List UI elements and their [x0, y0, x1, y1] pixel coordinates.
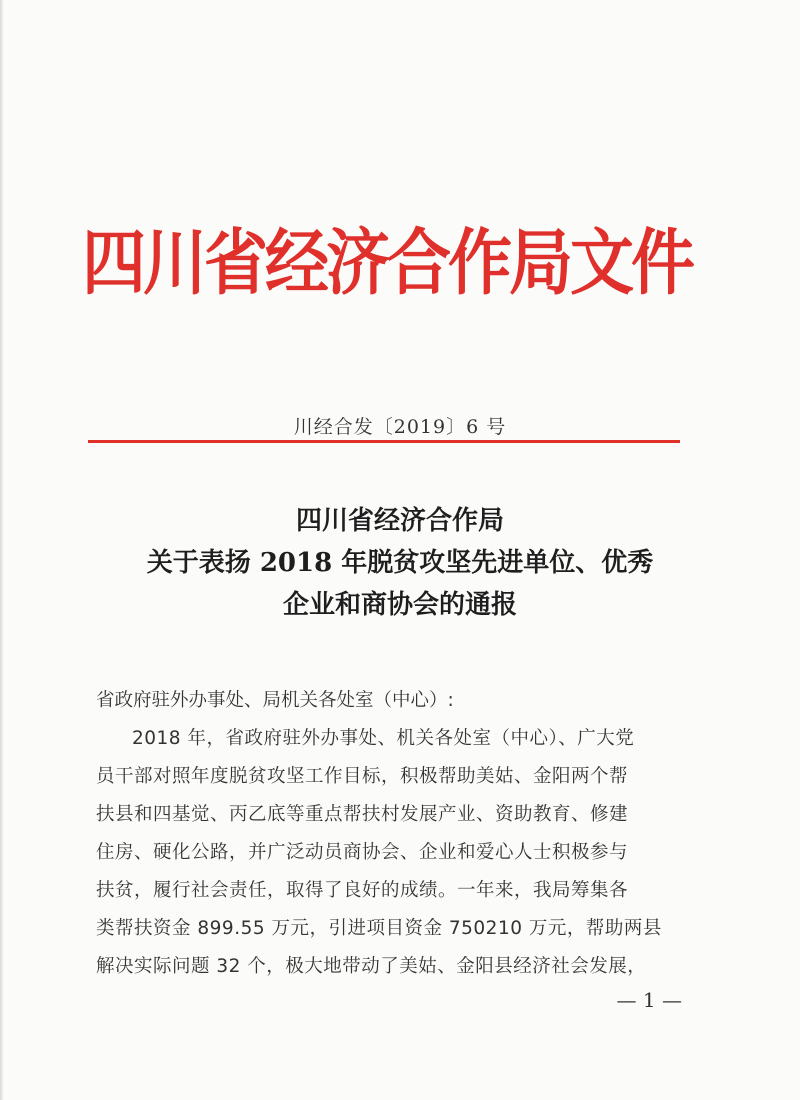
salutation: 省政府驻外办事处、局机关各处室（中心）: — [96, 690, 454, 711]
page-number: — 1 — — [616, 988, 682, 1012]
title-line-2: 关于表扬 2018 年脱贫攻坚先进单位、优秀 — [146, 548, 654, 578]
red-separator-line — [88, 440, 680, 443]
document-number: 川经合发〔2019〕6 号 — [293, 416, 507, 438]
body-line-7: 解决实际问题 32 个，极大地带动了美姑、金阳县经济社会发展， — [96, 956, 647, 977]
body-line-6: 类帮扶资金 899.55 万元，引进项目资金 750210 万元，帮助两县 — [96, 918, 662, 939]
title-line-3: 企业和商协会的通报 — [282, 590, 517, 620]
body-line-4: 住房、硬化公路，并广泛动员商协会、企业和爱心人士积极参与 — [96, 842, 629, 863]
body-line-2: 员干部对照年度脱贫攻坚工作目标，积极帮助美姑、金阳两个帮 — [96, 766, 629, 787]
document-title — [0, 500, 800, 626]
title-line-1: 四川省经济合作局 — [295, 506, 504, 536]
issuer-header: 四川省经济合作局文件 — [82, 221, 692, 306]
document-body — [96, 682, 696, 986]
body-line-5: 扶贫，履行社会责任，取得了良好的成绩。一年来，我局筹集各 — [96, 880, 629, 901]
body-line-1: 2018 年，省政府驻外办事处、机关各处室（中心）、广大党 — [132, 728, 635, 749]
body-line-3: 扶县和四基觉、丙乙底等重点帮扶村发展产业、资助教育、修建 — [96, 804, 629, 825]
